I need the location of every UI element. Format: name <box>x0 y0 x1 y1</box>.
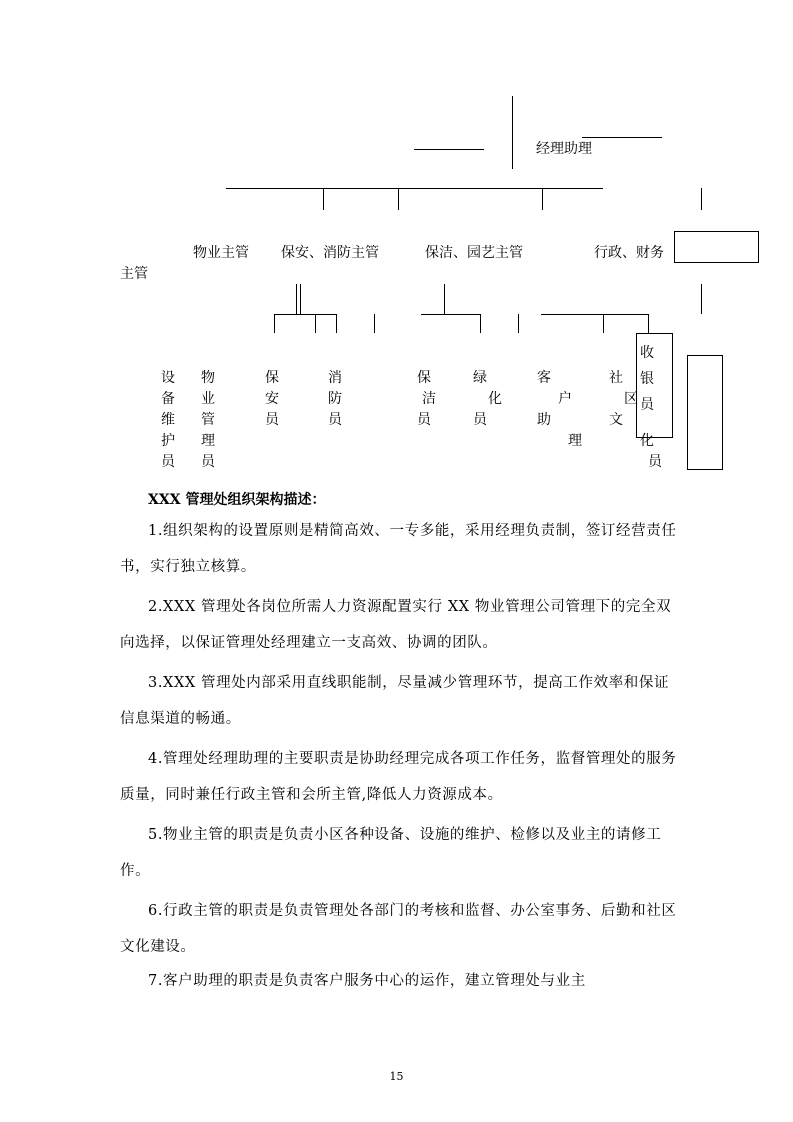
staff-client-assistant: 客 户 助 理 <box>537 370 582 449</box>
property-supervisor-label: 物业主管 <box>193 245 249 261</box>
chart-line <box>315 314 316 333</box>
paragraph-6: 6.行政主管的职责是负责管理处各部门的考核和监督、办公室事务、后勤和社区文化建设。 <box>120 903 677 955</box>
chart-line <box>512 96 513 169</box>
paragraph-5: 5.物业主管的职责是负责小区各种设备、设施的维护、检修以及业主的请修工作。 <box>120 827 662 879</box>
staff-equipment-maintenance: 设 备 维 护 员 <box>161 370 175 470</box>
paragraph-3: 3.XXX 管理处内部采用直线职能制，尽量减少管理环节，提高工作效率和保证信息渠道的畅通。 <box>120 675 670 727</box>
chart-line <box>542 188 543 210</box>
chart-line <box>336 314 337 333</box>
chart-line <box>444 284 445 314</box>
chart-line <box>541 314 649 315</box>
chart-line <box>480 314 481 333</box>
description-heading: XXX 管理处组织架构描述： <box>148 492 326 508</box>
admin-supervisor-label-wrap: 主管 <box>120 266 148 282</box>
paragraph-4: 4.管理处经理助理的主要职责是协助经理完成各项工作任务，监督管理处的服务质量，同时兼任行政主管和会所主管,降低人力资源成本。 <box>120 751 677 803</box>
chart-line <box>414 149 484 150</box>
chart-box <box>687 355 723 470</box>
staff-greening: 绿 化 员 <box>473 370 502 428</box>
chart-box <box>674 231 759 263</box>
staff-cashier: 收 银 员 <box>640 345 654 413</box>
chart-line <box>648 314 649 333</box>
chart-line <box>603 314 604 333</box>
staff-community-culture: 社 区 文 化 员 <box>609 370 662 470</box>
paragraph-2: 2.XXX 管理处各岗位所需人力资源配置实行 XX 物业管理公司管理下的完全双向选择，以保证管理处经理建立一支高效、协调的团队。 <box>120 599 672 651</box>
chart-line <box>421 314 480 315</box>
chart-line <box>300 284 301 314</box>
staff-security-guard: 保 安 员 <box>265 370 279 428</box>
staff-cleaner: 保 洁 员 <box>417 370 436 428</box>
chart-line <box>582 137 662 138</box>
assistant-label: 经理助理 <box>536 141 592 157</box>
chart-line <box>274 314 275 333</box>
paragraph-7: 7.客户助理的职责是负责客户服务中心的运作，建立管理处与业主 <box>148 973 586 989</box>
chart-line <box>296 284 297 314</box>
staff-fire-officer: 消 防 员 <box>328 370 342 428</box>
chart-line <box>701 188 702 210</box>
page-number: 15 <box>389 1070 404 1083</box>
chart-line <box>274 314 337 315</box>
cleaning-supervisor-label: 保洁、园艺主管 <box>425 245 523 261</box>
chart-line <box>518 314 519 333</box>
chart-line <box>226 188 603 189</box>
paragraph-1: 1.组织架构的设置原则是精简高效、一专多能，采用经理负责制，签订经营责任书，实行独立核算。 <box>120 523 677 575</box>
staff-property-manager: 物 业 管 理 员 <box>201 370 215 470</box>
chart-line <box>398 188 399 210</box>
security-supervisor-label: 保安、消防主管 <box>281 245 379 261</box>
chart-line <box>374 314 375 333</box>
chart-line <box>323 188 324 210</box>
admin-supervisor-label: 行政、财务 <box>594 245 664 261</box>
chart-line <box>701 284 702 314</box>
